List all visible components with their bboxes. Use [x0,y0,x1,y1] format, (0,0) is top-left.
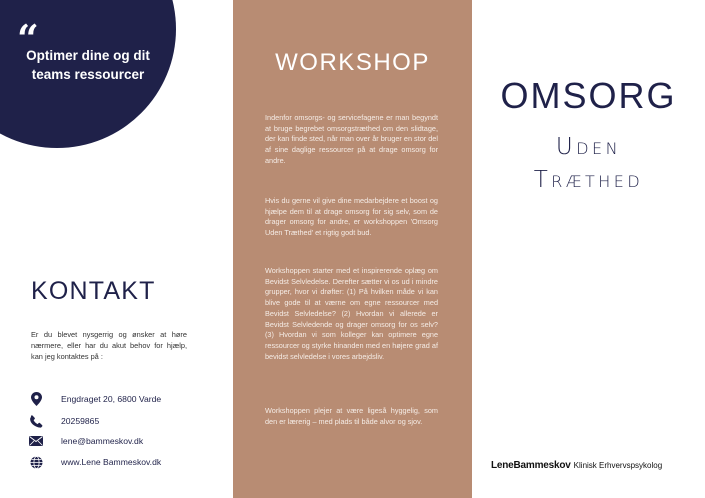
workshop-paragraph-2: Hvis du gerne vil give dine medarbejdere et boost og hjælpe dem til at drage omsorg for sig selv, som de drager omsorg for andre, er workshoppen 'Omsorg Uden Træthed' et rigtig godt bud. [265,196,438,238]
globe-icon [28,455,44,469]
kontakt-intro: Er du blevet nysgerrig og ønsker at høre nærmere, eller har du akut behov for hjælp, kan jeg kontaktes på : [31,330,187,361]
tagline: Optimer dine og dit teams ressourcer [26,48,150,82]
cover-title: OMSORG [500,75,677,116]
cover-subtitle-line1: Uden [555,134,622,160]
address-text: Engdraget 20, 6800 Varde [61,394,162,404]
left-panel [0,0,233,498]
quote-icon: “ [17,16,39,61]
brand-subtitle: Klinisk Erhvervspsykolog [573,461,663,470]
contact-address [28,391,228,407]
kontakt-heading: KONTAKT [31,277,156,305]
workshop-paragraph-1: Indenfor omsorgs- og servicefagene er man begyndt at bruge begrebet omsorgstræthed om den slidtage, der kan finde sted, når man over år bruger en stor del af sine daglige ressourcer på at drage omsorg for andre. [265,113,438,165]
contact-web [28,454,228,470]
location-pin-icon [28,392,44,406]
workshop-paragraph-3: Workshoppen starter med et inspirerende oplæg om Bevidst Selvledelse. Derefter sætter vi os ud i mindre grupper, hvor vi drøfter: (1) På hvilken måde vi kan blive gode til at værne om egne ressourcer med Bevidst Selvledelse? (2) Hvordan vi allerede er Bevidst Selvledende og drager omsorg for os selv? (3) Hvordan vi som kolleger kan optimere egne ressourcer og styrke hinanden med en højere grad af bevidst selvledelse i vores arbejdsliv. [265,266,438,361]
phone-icon [28,414,44,428]
phone-text[interactable]: 20259865 [61,416,100,426]
workshop-heading: WORKSHOP [275,49,430,76]
right-panel [472,0,705,498]
middle-panel [233,0,472,498]
brand-name: LeneBammeskov [491,460,571,471]
website-link[interactable]: www.Lene Bammeskov.dk [61,457,162,467]
brand-logo [491,455,701,473]
cover-subtitle-line2: Træthed [533,167,644,193]
contact-phone [28,413,228,429]
workshop-paragraph-4: Workshoppen plejer at være ligeså hyggelig, som den er lærerig – med plads til både alvor og sjov. [265,406,438,426]
contact-email [28,433,228,449]
email-link[interactable]: lene@bammeskov.dk [61,436,144,446]
envelope-icon [28,434,44,448]
